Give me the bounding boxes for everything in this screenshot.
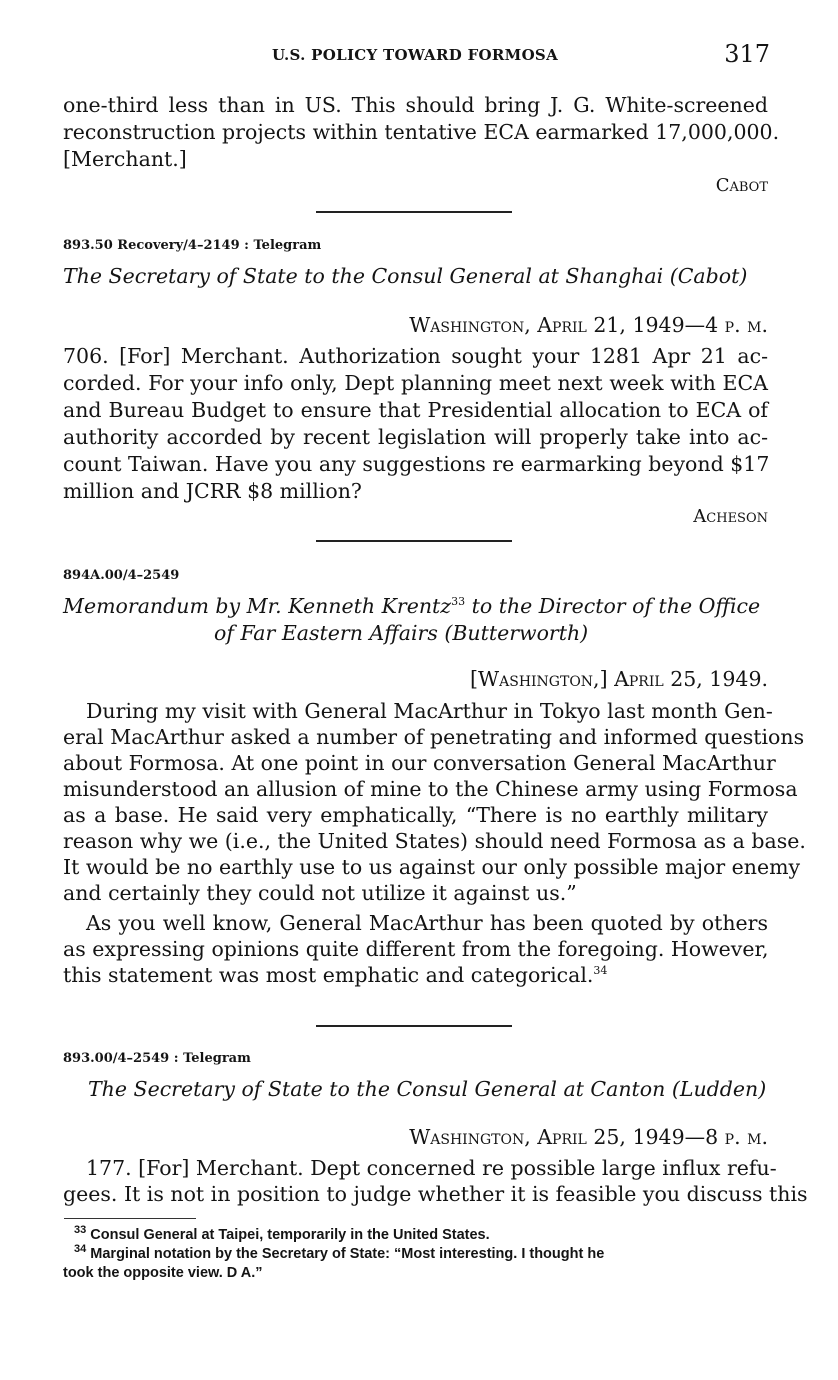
footnote-33-mark: 33	[74, 1224, 87, 1237]
footnote-34	[74, 1243, 768, 1263]
doc2-para1-line-3: about Formosa. At one point in our conversation General MacArthur	[63, 751, 776, 775]
footnote-33-text: Consul General at Taipei, temporarily in the United States.	[90, 1227, 490, 1243]
footnote-34-mark: 34	[74, 1243, 87, 1256]
footnote-33	[74, 1224, 768, 1244]
doc2-para1-line-5: as a base. He said very emphatically, “There is no earthly military	[63, 803, 768, 827]
doc2-para1-line-6: reason why we (i.e., the United States) should need Formosa as a base.	[63, 829, 806, 853]
doc3-title: The Secretary of State to the Consul General at Canton (Ludden)	[88, 1077, 767, 1101]
doc1-dateline: Washington, April 21, 1949—4 p. m.	[409, 313, 768, 337]
doc1-body-line-2: corded. For your info only, Dept planning meet next week with ECA	[63, 371, 768, 395]
doc2-title-part-b: to the Director of the Office	[471, 594, 761, 618]
doc2-para2-line-1: As you well know, General MacArthur has been quoted by others	[86, 911, 768, 935]
signature-acheson: Acheson	[693, 506, 768, 527]
section-divider-3	[316, 1025, 512, 1027]
footnote-34-text: Marginal notation by the Secretary of State: “Most interesting. I thought he	[90, 1246, 605, 1262]
doc2-dateline: [Washington,] April 25, 1949.	[470, 667, 768, 691]
doc1-title: The Secretary of State to the Consul General at Shanghai (Cabot)	[63, 264, 748, 288]
signature-cabot: Cabot	[715, 175, 768, 196]
carryover-line-2: reconstruction projects within tentative ECA earmarked 17,000,000.	[63, 120, 780, 144]
running-header: U.S. POLICY TOWARD FORMOSA	[271, 46, 559, 64]
doc2-para1-line-4: misunderstood an allusion of mine to the Chinese army using Formosa	[63, 777, 798, 801]
doc1-body-line-4: authority accorded by recent legislation will properly take into ac-	[63, 425, 768, 449]
doc1-body-line-1: 706. [For] Merchant. Authorization sought your 1281 Apr 21 ac-	[63, 344, 768, 368]
doc2-para1-line-8: and certainly they could not utilize it against us.”	[63, 881, 577, 905]
doc2-title-line-2: of Far Eastern Affairs (Butterworth)	[214, 621, 589, 645]
doc3-body-line-2: gees. It is not in position to judge whether it is feasible you discuss this	[63, 1182, 808, 1206]
doc3-file-number: 893.00/4–2549 : Telegram	[63, 1051, 251, 1066]
doc2-title-part-a: Memorandum by Mr. Kenneth Krentz	[63, 594, 452, 618]
carryover-line-3: [Merchant.]	[63, 147, 187, 171]
doc2-para2-line-3	[63, 962, 768, 988]
doc2-para1-line-7: It would be no earthly use to us against our only possible major enemy	[63, 855, 801, 879]
doc3-dateline: Washington, April 25, 1949—8 p. m.	[409, 1125, 768, 1149]
doc1-body-line-6: million and JCRR $8 million?	[63, 479, 362, 503]
footnote-ref-33: 33	[451, 595, 466, 609]
footnote-rule	[64, 1218, 196, 1219]
doc2-title-line-1	[63, 593, 768, 619]
doc2-file-number: 894A.00/4–2549	[63, 568, 180, 583]
footnote-ref-34: 34	[593, 964, 608, 978]
doc1-body-line-5: count Taiwan. Have you any suggestions re earmarking beyond $17	[63, 452, 770, 476]
doc2-para2-line-3-text: this statement was most emphatic and categorical.	[63, 963, 594, 987]
section-divider-2	[316, 540, 512, 542]
doc1-body-line-3: and Bureau Budget to ensure that Presidential allocation to ECA of	[63, 398, 768, 422]
doc1-file-number: 893.50 Recovery/4–2149 : Telegram	[63, 238, 322, 253]
footnote-34-continued: took the opposite view. D A.”	[63, 1265, 263, 1281]
page-number: 317	[724, 40, 770, 68]
section-divider-1	[316, 211, 512, 213]
doc2-para1-line-1: During my visit with General MacArthur in Tokyo last month Gen-	[86, 699, 773, 723]
doc2-para2-line-2: as expressing opinions quite different from the foregoing. However,	[63, 937, 769, 961]
doc2-para1-line-2: eral MacArthur asked a number of penetrating and informed questions	[63, 725, 805, 749]
carryover-line-1: one-third less than in US. This should bring J. G. White-screened	[63, 93, 768, 117]
doc3-body-line-1: 177. [For] Merchant. Dept concerned re possible large influx refu-	[86, 1156, 777, 1180]
